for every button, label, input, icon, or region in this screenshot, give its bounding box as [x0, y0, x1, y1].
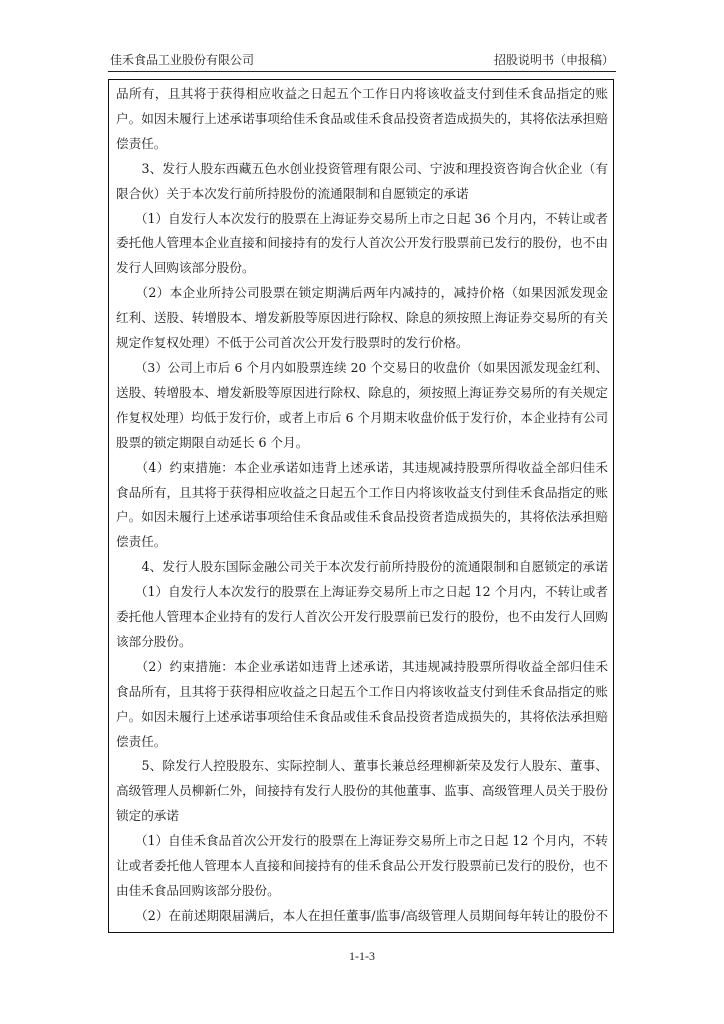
text-line: 偿责任。 — [116, 534, 167, 550]
text-line: （4）约束措施：本企业承诺如违背上述承诺，其违规减持股票所得收益全部归佳禾 — [116, 459, 608, 475]
text-line: 高级管理人员柳新仁外，间接持有发行人股份的其他董事、监事、高级管理人员关于股份 — [116, 783, 608, 799]
text-line: 5、除发行人控股股东、实际控制人、董事长兼总经理柳新荣及发行人股东、董事、 — [116, 758, 608, 774]
text-line: 该部分股份。 — [116, 633, 192, 649]
text-line: （1）自发行人本次发行的股票在上海证券交易所上市之日起 12 个月内，不转让或者 — [116, 584, 608, 600]
text-line: 作复权处理）均低于发行价，或者上市后 6 个月期末收盘价低于发行价，本企业持有公司 — [116, 409, 608, 425]
text-line: 户。如因未履行上述承诺事项给佳禾食品或佳禾食品投资者造成损失的，其将依法承担赔 — [116, 110, 608, 126]
text-line: 偿责任。 — [116, 733, 167, 749]
text-line: 4、发行人股东国际金融公司关于本次发行前所持股份的流通限制和自愿锁定的承诺 — [116, 559, 608, 575]
page-number: 1-1-3 — [349, 949, 375, 963]
text-line: （1）自发行人本次发行的股票在上海证券交易所上市之日起 36 个月内，不转让或者 — [116, 210, 608, 226]
text-line: 食品所有，且其将于获得相应收益之日起五个工作日内将该收益支付到佳禾食品指定的账 — [116, 683, 608, 699]
text-line: 户。如因未履行上述承诺事项给佳禾食品或佳禾食品投资者造成损失的，其将依法承担赔 — [116, 708, 608, 724]
text-line: （1）自佳禾食品首次公开发行的股票在上海证券交易所上市之日起 12 个月内，不转 — [116, 833, 608, 849]
text-line: 食品所有，且其将于获得相应收益之日起五个工作日内将该收益支付到佳禾食品指定的账 — [116, 484, 608, 500]
text-line: 由佳禾食品回购该部分股份。 — [116, 883, 280, 898]
text-line: （2）约束措施：本企业承诺如违背上述承诺，其违规减持股票所得收益全部归佳禾 — [116, 658, 608, 674]
text-line: 让或者委托他人管理本人直接和间接持有的佳禾食品公开发行股票前已发行的股份，也不 — [116, 858, 608, 874]
text-line: 红利、送股、转增股本、增发新股等原因进行除权、除息的须按照上海证券交易所的有关 — [116, 310, 608, 326]
text-line: 委托他人管理本企业直接和间接持有的发行人首次公开发行股票前已发行的股份，也不由 — [116, 235, 608, 251]
text-line: 发行人回购该部分股份。 — [116, 260, 255, 276]
text-line: 锁定的承诺 — [116, 808, 179, 824]
text-line: 限合伙）关于本次发行前所持股份的流通限制和自愿锁定的承诺 — [116, 185, 469, 201]
text-line: （3）公司上市后 6 个月内如股票连续 20 个交易日的收盘价（如果因派发现金红利、 — [116, 359, 608, 375]
text-line: 委托他人管理本企业持有的发行人首次公开发行股票前已发行的股份，也不由发行人回购 — [116, 609, 608, 625]
text-line: 3、发行人股东西藏五色水创业投资管理有限公司、宁波和理投资咨询合伙企业（有 — [116, 160, 608, 176]
header-company-name: 佳禾食品工业股份有限公司 — [110, 53, 255, 67]
text-line: （2）本企业所持公司股票在锁定期满后两年内减持的，减持价格（如果因派发现金 — [116, 285, 608, 301]
text-line: 送股、转增股本、增发新股等原因进行除权、除息的，须按照上海证券交易所的有关规定 — [116, 384, 608, 400]
content-frame — [108, 79, 614, 933]
page-header — [108, 49, 616, 72]
text-line: 规定作复权处理）不低于公司首次公开发行股票时的发行价格。 — [116, 335, 469, 351]
text-line: 户。如因未履行上述承诺事项给佳禾食品或佳禾食品投资者造成损失的，其将依法承担赔 — [116, 509, 608, 525]
text-line: 偿责任。 — [116, 135, 167, 151]
text-line: （2）在前述期限届满后，本人在担任董事/监事/高级管理人员期间每年转让的股份不 — [116, 907, 608, 923]
text-line: 品所有，且其将于获得相应收益之日起五个工作日内将该收益支付到佳禾食品指定的账 — [116, 86, 608, 101]
header-document-title: 招股说明书（申报稿） — [493, 53, 614, 67]
text-line: 股票的锁定期限自动延长 6 个月。 — [116, 434, 309, 450]
